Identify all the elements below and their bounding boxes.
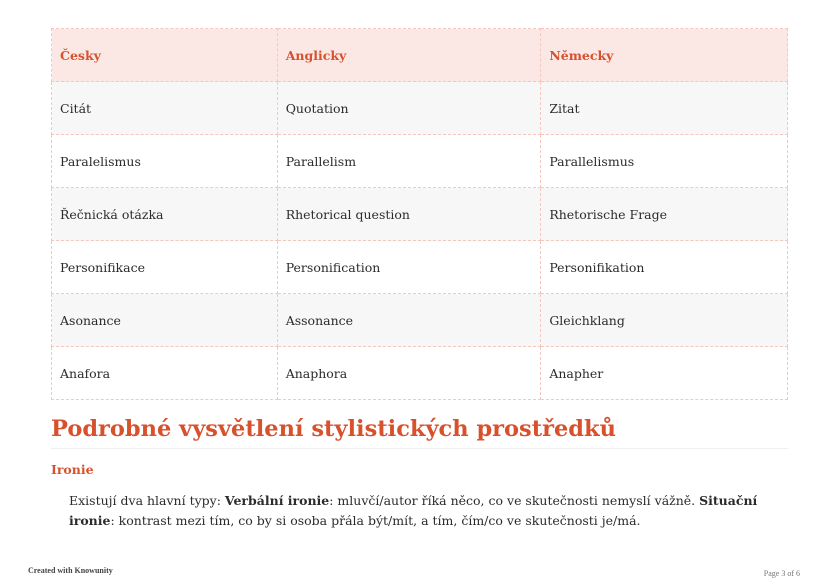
section-title: Podrobné vysvětlení stylistických prostředků [51, 416, 788, 449]
cell-english: Rhetorical question [277, 188, 541, 241]
paragraph-text: : kontrast mezi tím, co by si osoba přála být/mít, a tím, čím/co ve skutečnosti je/má. [110, 513, 641, 528]
paragraph-text: : mluvčí/autor říká něco, co ve skutečnosti nemyslí vážně. [329, 493, 700, 508]
cell-german: Rhetorische Frage [541, 188, 788, 241]
ironie-paragraph [69, 491, 781, 531]
cell-german: Personifikation [541, 241, 788, 294]
footer-page-number: Page 3 of 6 [763, 569, 800, 578]
term-verbal-irony: Verbální ironie [224, 493, 330, 508]
footer-created-with: Created with Knowunity [28, 566, 113, 575]
table-row [52, 241, 788, 294]
header-czech: Česky [52, 29, 278, 82]
cell-english: Parallelism [277, 135, 541, 188]
cell-czech: Anafora [52, 347, 278, 400]
cell-german: Zitat [541, 82, 788, 135]
cell-german: Gleichklang [541, 294, 788, 347]
table-row [52, 347, 788, 400]
cell-czech: Řečnická otázka [52, 188, 278, 241]
table-row [52, 188, 788, 241]
cell-czech: Personifikace [52, 241, 278, 294]
cell-czech: Asonance [52, 294, 278, 347]
subheading-ironie: Ironie [51, 462, 94, 477]
table-row [52, 82, 788, 135]
table-row [52, 135, 788, 188]
cell-english: Quotation [277, 82, 541, 135]
cell-czech: Citát [52, 82, 278, 135]
term-situational-irony: Situační ironie [69, 493, 758, 528]
cell-german: Anapher [541, 347, 788, 400]
cell-english: Anaphora [277, 347, 541, 400]
cell-english: Personification [277, 241, 541, 294]
table-header-row [52, 29, 788, 82]
header-english: Anglicky [277, 29, 541, 82]
paragraph-text: Existují dva hlavní typy: [69, 493, 225, 508]
cell-czech: Paralelismus [52, 135, 278, 188]
cell-english: Assonance [277, 294, 541, 347]
cell-german: Parallelismus [541, 135, 788, 188]
table-row [52, 294, 788, 347]
header-german: Německy [541, 29, 788, 82]
terminology-table [51, 28, 788, 400]
